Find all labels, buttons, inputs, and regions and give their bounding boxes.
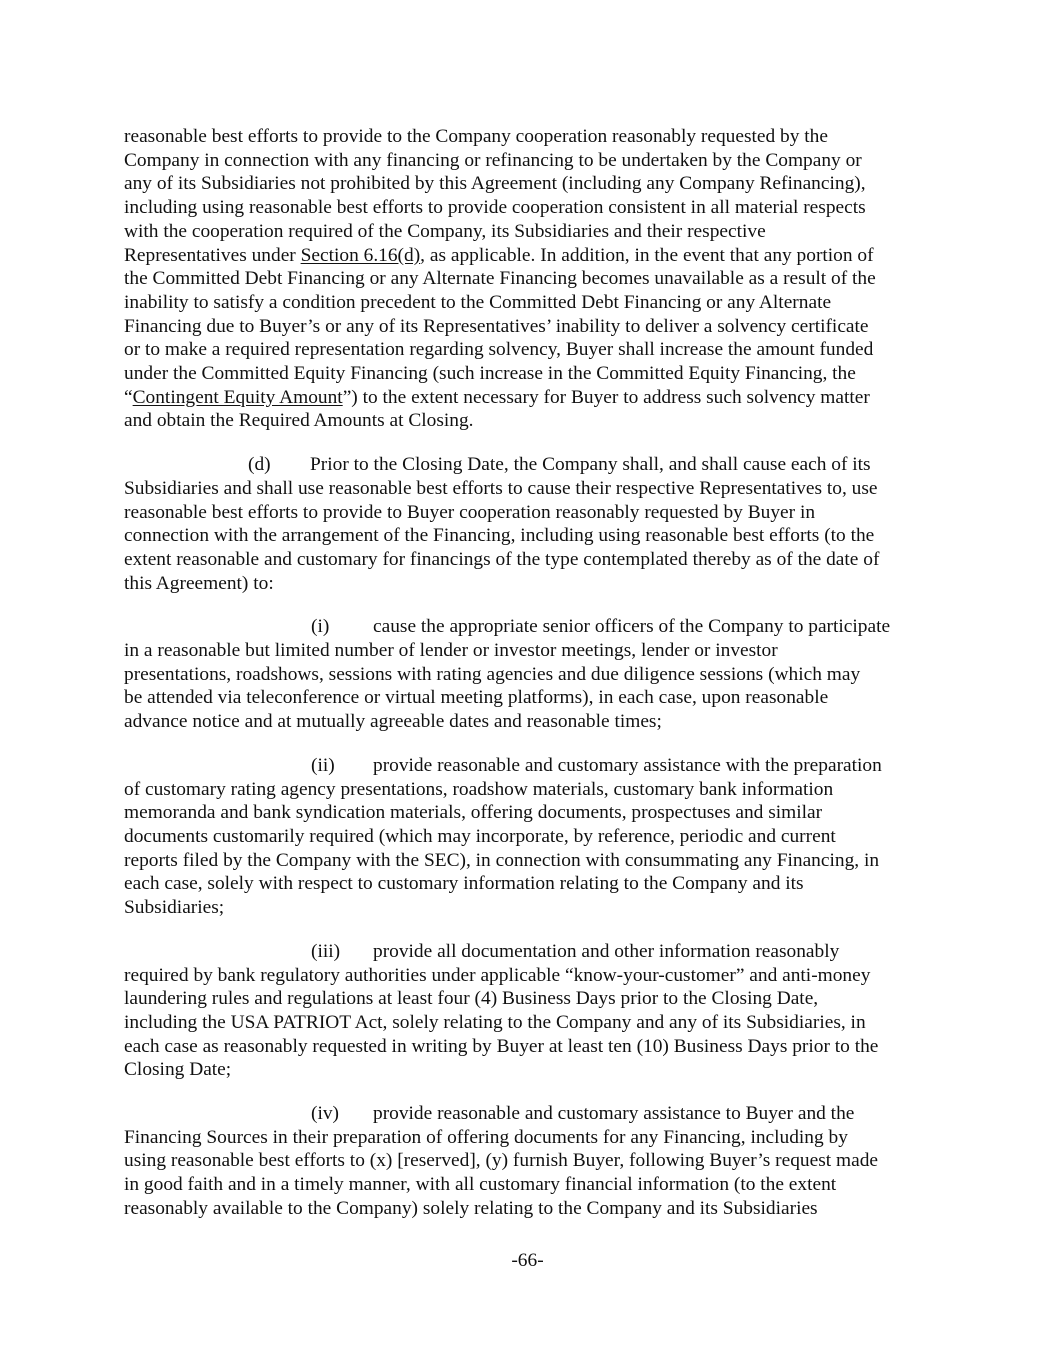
text-line bbox=[124, 615, 936, 639]
text-line: the Committed Debt Financing or any Alternate Financing becomes unavailable as a result of the bbox=[124, 268, 876, 290]
text-fragment: cause the appropriate senior officers of the Company to participate bbox=[373, 616, 891, 638]
text-line: or to make a required representation regarding solvency, Buyer shall increase the amount funded bbox=[124, 339, 874, 361]
text-line: memoranda and bank syndication materials, offering documents, prospectuses and similar bbox=[124, 802, 823, 824]
text-line: reports filed by the Company with the SEC), in connection with consummating any Financing, in bbox=[124, 849, 880, 871]
paragraph-c-continuation bbox=[124, 125, 936, 433]
text-fragment: Prior to the Closing Date, the Company shall, and shall cause each of its bbox=[310, 454, 871, 476]
text-fragment: “ bbox=[124, 386, 133, 408]
text-line: with the cooperation required of the Company, its Subsidiaries and their respective bbox=[124, 220, 766, 242]
text-fragment: ”) to the extent necessary for Buyer to address such solvency matter bbox=[342, 386, 870, 408]
text-fragment: , as applicable. In addition, in the event that any portion of bbox=[420, 244, 874, 266]
text-line: in a reasonable but limited number of lender or investor meetings, lender or investor bbox=[124, 640, 778, 662]
text-line: required by bank regulatory authorities under applicable “know-your-customer” and anti-money bbox=[124, 964, 871, 986]
clause-label: (d) bbox=[248, 454, 271, 476]
page-number: -66- bbox=[511, 1250, 544, 1271]
text-line: be attended via teleconference or virtual meeting platforms), in each case, upon reasonable bbox=[124, 687, 829, 709]
text-line: any of its Subsidiaries not prohibited by this Agreement (including any Company Refinancing), bbox=[124, 173, 866, 195]
paragraph-d bbox=[124, 453, 936, 595]
paragraph-iv bbox=[124, 1102, 936, 1221]
text-line bbox=[124, 940, 936, 964]
clause-label: (iii) bbox=[311, 940, 341, 962]
text-line: Company in connection with any financing or refinancing to be undertaken by the Company or bbox=[124, 149, 862, 171]
text-line bbox=[124, 386, 936, 410]
clause-label: (iv) bbox=[311, 1103, 339, 1125]
text-line: inability to satisfy a condition precedent to the Committed Debt Financing or any Alternate bbox=[124, 291, 832, 313]
text-line: including using reasonable best efforts to provide cooperation consistent in all material respects bbox=[124, 197, 866, 219]
text-line: each case as reasonably requested in writing by Buyer at least ten (10) Business Days prior to the bbox=[124, 1035, 879, 1057]
text-line: presentations, roadshows, sessions with rating agencies and due diligence sessions (which may bbox=[124, 663, 861, 685]
text-line: reasonable best efforts to provide to Buyer cooperation reasonably requested by Buyer in bbox=[124, 501, 816, 523]
text-fragment: Representatives under bbox=[124, 244, 301, 266]
text-line: each case, solely with respect to customary information relating to the Company and its bbox=[124, 873, 804, 895]
text-fragment: provide reasonable and customary assistance to Buyer and the bbox=[373, 1103, 855, 1125]
text-line bbox=[124, 1102, 936, 1126]
paragraph-iii bbox=[124, 940, 936, 1082]
document-page bbox=[124, 125, 936, 1221]
paragraph-ii bbox=[124, 754, 936, 920]
text-line: extent reasonable and customary for financings of the type contemplated thereby as of the date of bbox=[124, 548, 880, 570]
text-line: Subsidiaries and shall use reasonable best efforts to cause their respective Representatives to, use bbox=[124, 477, 878, 499]
text-line: and obtain the Required Amounts at Closing. bbox=[124, 410, 474, 432]
text-line bbox=[124, 244, 936, 268]
text-fragment: provide reasonable and customary assistance with the preparation bbox=[373, 754, 882, 776]
text-line: under the Committed Equity Financing (such increase in the Committed Equity Financing, the bbox=[124, 363, 856, 385]
text-line bbox=[124, 754, 936, 778]
text-line: of customary rating agency presentations, roadshow materials, customary bank information bbox=[124, 778, 834, 800]
text-line: in good faith and in a timely manner, with all customary financial information (to the extent bbox=[124, 1174, 837, 1196]
text-line: Subsidiaries; bbox=[124, 897, 225, 919]
text-line: laundering rules and regulations at least four (4) Business Days prior to the Closing Date, bbox=[124, 988, 819, 1010]
text-line: including the USA PATRIOT Act, solely relating to the Company and any of its Subsidiaries, in bbox=[124, 1011, 866, 1033]
text-line: this Agreement) to: bbox=[124, 572, 274, 594]
text-line: Closing Date; bbox=[124, 1059, 232, 1081]
text-line: Financing due to Buyer’s or any of its Representatives’ inability to deliver a solvency certificate bbox=[124, 315, 869, 337]
text-line: connection with the arrangement of the Financing, including using reasonable best efforts (to the bbox=[124, 525, 875, 547]
text-line: reasonable best efforts to provide to the Company cooperation reasonably requested by the bbox=[124, 126, 828, 147]
paragraph-i bbox=[124, 615, 936, 734]
text-fragment: provide all documentation and other information reasonably bbox=[373, 940, 840, 962]
section-reference: Section 6.16(d) bbox=[300, 244, 421, 266]
text-line: using reasonable best efforts to (x) [reserved], (y) furnish Buyer, following Buyer’s request made bbox=[124, 1150, 878, 1172]
defined-term: Contingent Equity Amount bbox=[132, 386, 343, 408]
clause-label: (ii) bbox=[311, 754, 335, 776]
text-line: documents customarily required (which may incorporate, by reference, periodic and current bbox=[124, 825, 836, 847]
text-line bbox=[124, 453, 936, 477]
text-line: advance notice and at mutually agreeable dates and reasonable times; bbox=[124, 711, 662, 733]
text-line: reasonably available to the Company) solely relating to the Company and its Subsidiaries bbox=[124, 1197, 818, 1219]
clause-label: (i) bbox=[311, 616, 330, 638]
text-line: Financing Sources in their preparation of offering documents for any Financing, including by bbox=[124, 1126, 848, 1148]
